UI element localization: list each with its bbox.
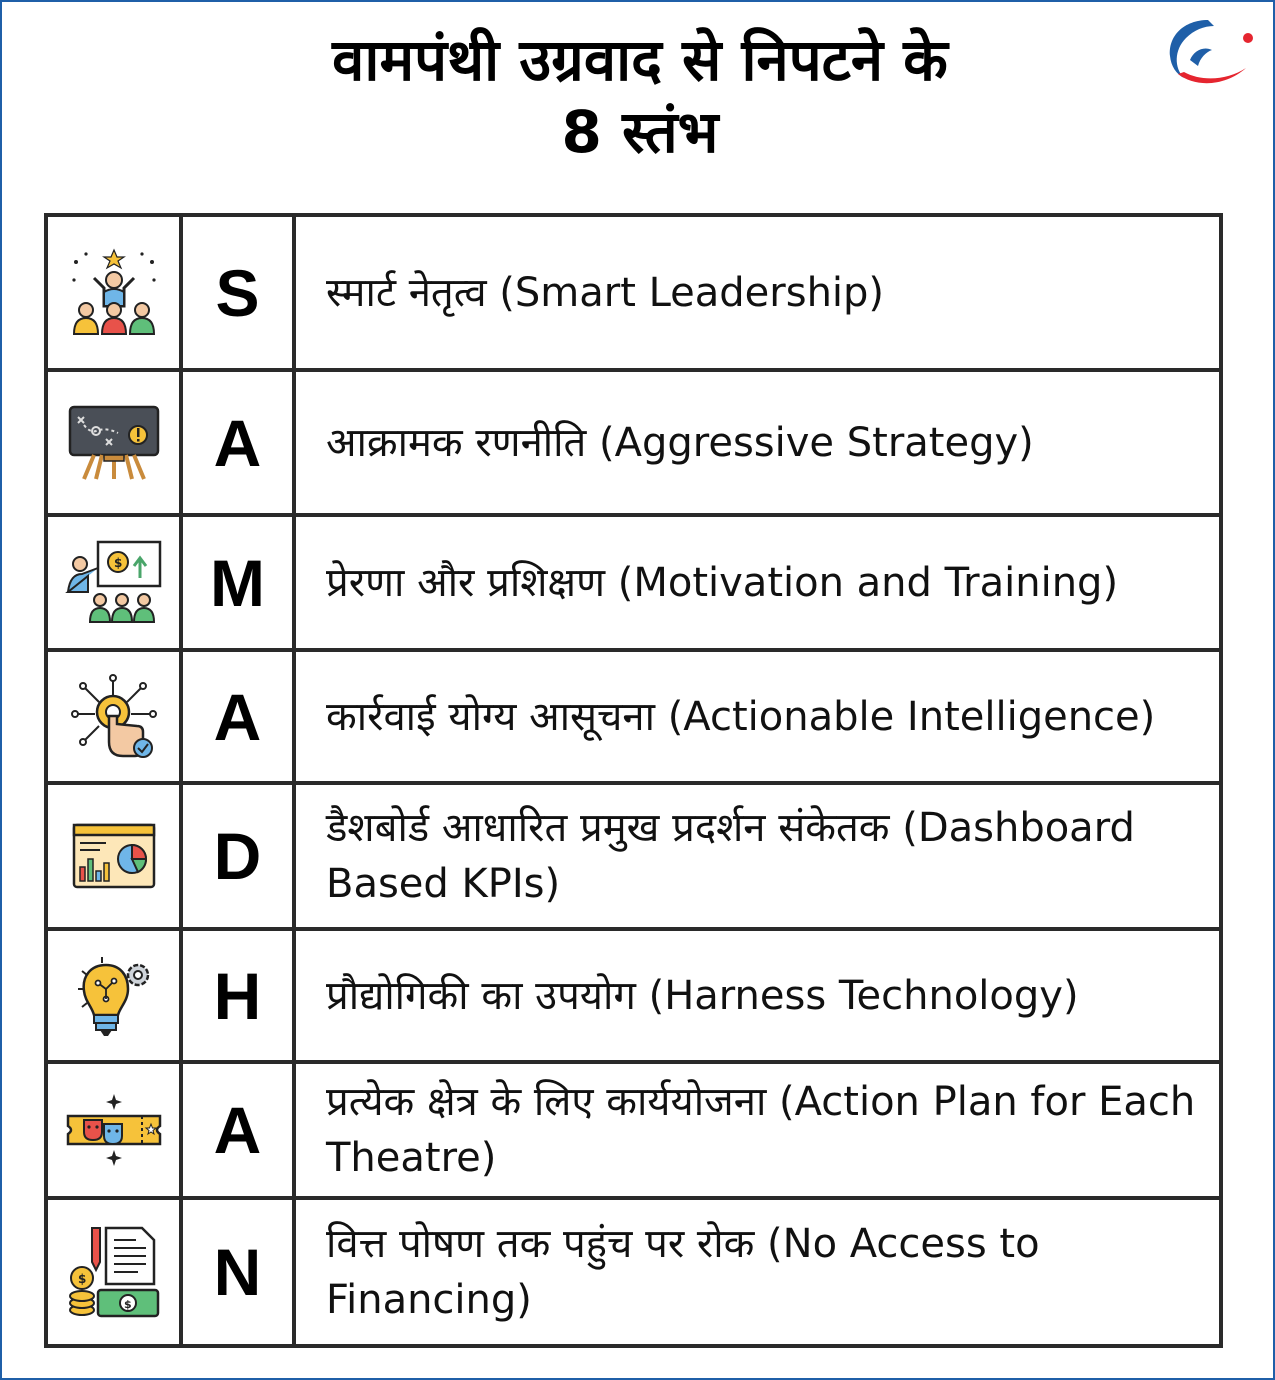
pillar-text: प्रौद्योगिकी का उपयोग (Harness Technology) — [294, 929, 1221, 1062]
svg-text:$: $ — [77, 1272, 86, 1286]
title-line-2: 8 स्तंभ — [561, 98, 719, 166]
pillars-table — [44, 213, 1223, 1348]
pillar-row — [46, 215, 1221, 370]
training-icon — [64, 538, 164, 628]
pillar-text: प्रत्येक क्षेत्र के लिए कार्ययोजना (Action Plan for Each Theatre) — [294, 1062, 1221, 1198]
brand-logo-icon — [1160, 12, 1260, 92]
pillar-letter: M — [181, 515, 294, 650]
theatre-ticket-icon — [64, 1088, 164, 1172]
dashboard-icon — [72, 823, 156, 889]
pillar-letter: S — [181, 215, 294, 370]
pillar-icon-cell — [46, 215, 181, 370]
pillar-icon-cell — [46, 1198, 181, 1346]
page-title — [140, 24, 1140, 168]
pillar-text: वित्त पोषण तक पहुंच पर रोक (No Access to Financing) — [294, 1198, 1221, 1346]
pillar-text: डैशबोर्ड आधारित प्रमुख प्रदर्शन संकेतक (Dashboard Based KPIs) — [294, 783, 1221, 929]
finance-icon — [66, 1224, 162, 1320]
intelligence-icon — [69, 672, 159, 762]
pillar-row — [46, 783, 1221, 929]
pillar-row — [46, 1198, 1221, 1346]
title-line-1: वामपंथी उग्रवाद से निपटने के — [332, 26, 948, 94]
technology-bulb-icon — [72, 953, 156, 1039]
pillar-letter: A — [181, 1062, 294, 1198]
pillar-row — [46, 515, 1221, 650]
pillar-icon-cell — [46, 370, 181, 515]
pillar-text: प्रेरणा और प्रशिक्षण (Motivation and Training) — [294, 515, 1221, 650]
pillar-letter: D — [181, 783, 294, 929]
pillar-icon-cell — [46, 650, 181, 783]
pillar-icon-cell — [46, 515, 181, 650]
pillar-icon-cell — [46, 783, 181, 929]
pillar-letter: A — [181, 650, 294, 783]
pillar-icon-cell — [46, 929, 181, 1062]
svg-text:$: $ — [123, 1298, 132, 1311]
pillar-icon-cell — [46, 1062, 181, 1198]
pillar-text: कार्रवाई योग्य आसूचना (Actionable Intelligence) — [294, 650, 1221, 783]
pillar-text: स्मार्ट नेतृत्व (Smart Leadership) — [294, 215, 1221, 370]
pillar-text: आक्रामक रणनीति (Aggressive Strategy) — [294, 370, 1221, 515]
pillar-row — [46, 929, 1221, 1062]
leadership-icon — [66, 248, 162, 338]
pillar-row — [46, 650, 1221, 783]
pillar-row — [46, 370, 1221, 515]
pillar-letter: H — [181, 929, 294, 1062]
pillar-letter: N — [181, 1198, 294, 1346]
strategy-board-icon — [66, 403, 162, 483]
pillar-letter: A — [181, 370, 294, 515]
pillar-row — [46, 1062, 1221, 1198]
svg-text:$: $ — [113, 555, 122, 570]
